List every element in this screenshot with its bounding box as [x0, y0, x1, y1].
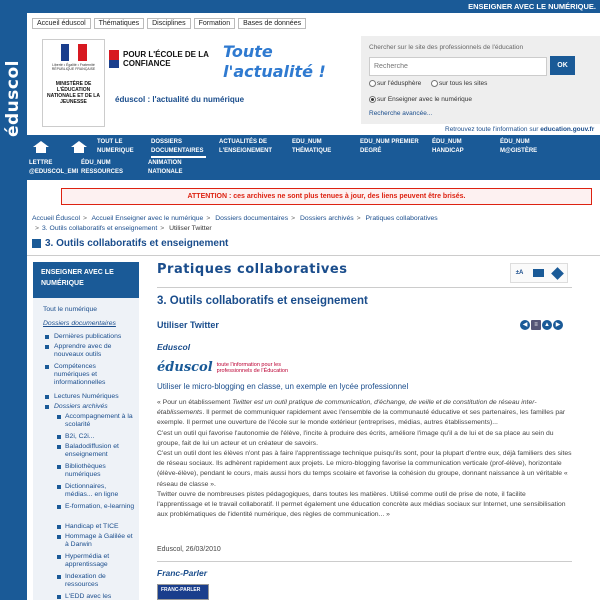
top-nav — [32, 18, 309, 29]
education-gouv-link[interactable]: education.gouv.fr — [540, 126, 595, 133]
menu-animation[interactable]: ANIMATION NATIONALE — [148, 160, 183, 175]
sidebar-sub-indexation[interactable]: Indexation de ressources — [65, 573, 106, 588]
bullet-icon — [57, 485, 61, 489]
bullet-icon — [57, 415, 61, 419]
bullet-icon — [57, 555, 61, 559]
sidebar-item-lectures[interactable]: Lectures Numériques — [54, 393, 119, 400]
home-icon-2[interactable] — [71, 141, 87, 153]
tagline: Toute l'actualité ! — [223, 42, 326, 81]
source-name-2: Franc-Parler — [157, 568, 208, 578]
article-heading: 3. Outils collaboratifs et enseignement — [157, 295, 368, 307]
divider — [157, 287, 572, 288]
advanced-search-link[interactable]: Recherche avancée... — [369, 110, 433, 117]
search-label: Chercher sur le site des professionnels de l'éducation — [369, 44, 524, 51]
brand-strip — [0, 0, 27, 600]
menu-thematique[interactable]: EDU_NUM THÉMATIQUE — [292, 139, 332, 154]
radio-icon — [431, 80, 438, 87]
eduscol-banner-logo: éduscol — [157, 360, 213, 375]
topnav-formation[interactable]: Formation — [194, 18, 236, 29]
topnav-thematiques[interactable]: Thématiques — [94, 18, 144, 29]
crumb-3[interactable]: Dossiers documentaires — [215, 215, 289, 222]
menu-tout-le-numerique[interactable]: TOUT LE NUMERIQUE — [97, 139, 134, 154]
topnav-accueil[interactable]: Accueil éduscol — [32, 18, 91, 29]
header — [27, 34, 600, 130]
sidebar-sub-accompagnement[interactable]: Accompagnement à la scolarité — [65, 413, 133, 428]
crumb-1[interactable]: Accueil Éduscol — [32, 215, 80, 222]
crumb-2[interactable]: Accueil Enseigner avec le numérique — [91, 215, 204, 222]
bullet-icon — [45, 365, 49, 369]
eduscol-logo[interactable]: éduscol — [3, 60, 23, 138]
menu-actualites[interactable]: ACTUALITÉS DE L'ENSEIGNEMENT — [219, 139, 273, 154]
topnav-bases[interactable]: Bases de données — [238, 18, 306, 29]
quote-text: Twitter ouvre de nombreuses pistes pédagogiques, dans toutes les matières. Utilisé comme outil de prise de note, il facilite l'apprentissage et le travail collaboratif. Il permet également une éducation concrète aux médias sociaux sur Internet, une sensibilisation aux problématiques de l'identité numérique, des règles de communication... » — [157, 490, 566, 519]
sidebar-sub-bibliotheques[interactable]: Bibliothèques numériques — [65, 463, 106, 478]
archive-warning: ATTENTION : ces archives ne sont plus tenues à jour, des liens peuvent être brisés. — [61, 188, 592, 205]
radio-selected-icon — [369, 96, 376, 103]
square-icon — [32, 239, 41, 248]
home-icon[interactable] — [33, 141, 49, 153]
sidebar-heading[interactable]: ENSEIGNER AVEC LE NUMÉRIQUE — [33, 262, 139, 298]
bullet-icon — [57, 505, 61, 509]
up-icon[interactable]: ▲ — [542, 320, 552, 330]
menu-premier-degre[interactable]: EDU_NUM PREMIER DEGRÉ — [360, 139, 419, 154]
french-flag-icon — [61, 44, 87, 61]
sidebar-sub-baladodiffusion[interactable]: Baladodiffusion et enseignement — [65, 443, 119, 458]
list-icon[interactable]: ≡ — [531, 320, 541, 330]
article-date: Eduscol, 26/03/2010 — [157, 546, 221, 553]
topnav-disciplines[interactable]: Disciplines — [147, 18, 190, 29]
bullet-icon — [57, 435, 61, 439]
page-tools — [510, 263, 568, 283]
bullet-icon — [45, 405, 49, 409]
bullet-icon — [57, 595, 61, 599]
confiance-logo-icon-bottom — [109, 60, 119, 68]
radio-all-sites[interactable] — [431, 80, 487, 87]
sidebar-sub-dictionnaires[interactable]: Dictionnaires, médias... en ligne — [65, 483, 119, 498]
menu-ressources[interactable]: ÉDU_NUM RESSOURCES — [81, 160, 124, 175]
crumb-current: Utiliser Twitter — [169, 225, 212, 232]
bullet-icon — [45, 345, 49, 349]
sidebar-sub-hypermedia[interactable]: Hypermédia et apprentissage — [65, 553, 110, 568]
menu-handicap[interactable]: ÉDU_NUM HANDICAP — [432, 139, 464, 154]
crumb-6[interactable]: 3. Outils collaboratifs et enseignement — [41, 225, 158, 232]
sidebar-sub-b2i[interactable]: B2i, C2i... — [65, 433, 95, 440]
site-section-title[interactable]: ENSEIGNER AVEC LE NUMÉRIQUE. — [468, 2, 596, 11]
font-size-icon[interactable]: ±A — [515, 270, 524, 276]
sidebar — [33, 262, 139, 600]
quote-text: . Il permet de communiquer rapidement avec l'ensemble de la communauté éducative et ses partenaires, les familles par exemple. Il permet une ouverture de l'école sur le monde extérieur (entreprises, médias, autres établissements)... — [157, 409, 566, 427]
bullet-icon — [57, 525, 61, 529]
menu-magistere[interactable]: ÉDU_NUM M@GISTÈRE — [500, 139, 538, 154]
franc-parler-logo-text: FRANC-PARLER — [161, 587, 201, 593]
email-icon[interactable] — [533, 269, 544, 277]
share-icon[interactable] — [551, 267, 564, 280]
sidebar-item-competences[interactable]: Compétences numériques et informationnelles — [54, 363, 106, 386]
sidebar-sub-eformation[interactable]: E-formation, e-learning — [65, 503, 135, 510]
radio-label: sur Enseigner avec le numérique — [377, 96, 473, 103]
bullet-icon — [57, 465, 61, 469]
sidebar-item-archives[interactable]: Dossiers archivés — [54, 403, 108, 410]
sidebar-sub-hommage[interactable]: Hommage à Galilée et à Darwin — [65, 533, 133, 548]
radio-label: sur l'édusphère — [377, 80, 422, 87]
confiance-text: POUR L'ÉCOLE DE LA CONFIANCE — [123, 50, 209, 68]
eduscol-banner[interactable] — [157, 357, 317, 378]
article-quote — [157, 398, 572, 520]
divider — [157, 561, 572, 562]
radio-icon — [369, 80, 376, 87]
top-bar — [27, 0, 600, 13]
radio-enseigner[interactable] — [369, 96, 472, 103]
article-subheading: Utiliser Twitter — [157, 320, 219, 330]
next-icon[interactable]: ▶ — [553, 320, 563, 330]
search-button[interactable]: OK — [550, 56, 575, 75]
retrouvez-text: Retrouvez toute l'information sur — [445, 126, 539, 133]
search-input[interactable] — [369, 57, 547, 76]
republique-label: Liberté • Égalité • Fraternité RÉPUBLIQUE FRANÇAISE — [51, 63, 96, 71]
quote-text: « Pour un établissement — [157, 399, 233, 406]
bullet-icon — [57, 575, 61, 579]
divider — [27, 255, 600, 256]
menu-lettre[interactable]: LETTRE @EDUSCOL_EMI — [29, 160, 79, 175]
radio-edusphere[interactable] — [369, 80, 421, 87]
article-nav — [520, 320, 564, 330]
sidebar-item-apprendre[interactable]: Apprendre avec de nouveaux outils — [54, 343, 112, 358]
main-menu — [27, 135, 600, 180]
article-link[interactable]: Utiliser le micro-blogging en classe, un exemple en lycée professionnel — [157, 382, 409, 391]
crumb-5[interactable]: Pratiques collaboratives — [365, 215, 438, 222]
ministry-name: MINISTÈRE DE L'ÉDUCATION NATIONALE ET DE LA JEUNESSE — [47, 81, 100, 105]
sidebar-sub-handicap[interactable]: Handicap et TICE — [65, 523, 119, 530]
page-title-text: 3. Outils collaboratifs et enseignement — [45, 238, 229, 249]
crumb-4[interactable]: Dossiers archivés — [300, 215, 354, 222]
page-title — [32, 238, 228, 249]
franc-parler-logo[interactable] — [157, 584, 209, 600]
quote-emphasis: Twitter est un outil pratique de communication, d'échange, de veille et de constitution de réseau inter-établissements — [157, 399, 537, 417]
bullet-icon — [45, 335, 49, 339]
eduscol-banner-text: toute l'information pour les professionnels de l'Éducation — [216, 361, 289, 374]
menu-dossiers[interactable]: DOSSIERS DOCUMENTAIRES — [151, 138, 206, 158]
section-title: Pratiques collaboratives — [157, 262, 348, 277]
bullet-icon — [57, 535, 61, 539]
retrouvez-line — [445, 126, 594, 133]
site-subtitle[interactable]: éduscol : l'actualité du numérique — [115, 95, 245, 104]
previous-icon[interactable]: ◀ — [520, 320, 530, 330]
sidebar-dossiers[interactable]: Dossiers documentaires — [43, 320, 116, 327]
quote-text: C'est un outil dont les élèves n'ont pas à faire l'apprentissage technique puisqu'ils sont, pour la plupart d'entre eux, déjà familiers des sites de réseau sociaux. Ils adhèrent rapidement aux projets. Le micro-blogging favorise la communication verticale (prof-élève), horizontale (élève-élève), pendant le cours, mais aussi hors du temps scolaire et favorise la cohésion du groupe, donnant naissance à un véritable « réseau de classe ». — [157, 450, 572, 488]
breadcrumb: Accueil Éduscol > Accueil Enseigner avec le numérique > Dossiers documentaires > Dossiers archivés > Pratiques collaboratives > 3. Outils collaboratifs et enseignement > Utiliser Twitter — [32, 215, 438, 232]
sidebar-sub-edd[interactable]: L'EDD avec les — [65, 593, 112, 600]
search-panel — [361, 36, 600, 124]
ministry-logo[interactable] — [42, 39, 105, 127]
bullet-icon — [57, 445, 61, 449]
quote-text: C'est un outil qui favorise l'autonomie de l'élève, l'incite à produire des écrits, améliore l'image qu'il a de lui et de sa place au sein du groupe, fait de lui un acteur et un créateur de savoirs. — [157, 429, 554, 447]
sidebar-tout-le-numerique[interactable]: Tout le numérique — [43, 306, 98, 313]
radio-label: sur tous les sites — [439, 80, 488, 87]
source-name: Eduscol — [157, 342, 191, 352]
bullet-icon — [45, 395, 49, 399]
sidebar-item-dernieres[interactable]: Dernières publications — [54, 333, 122, 340]
